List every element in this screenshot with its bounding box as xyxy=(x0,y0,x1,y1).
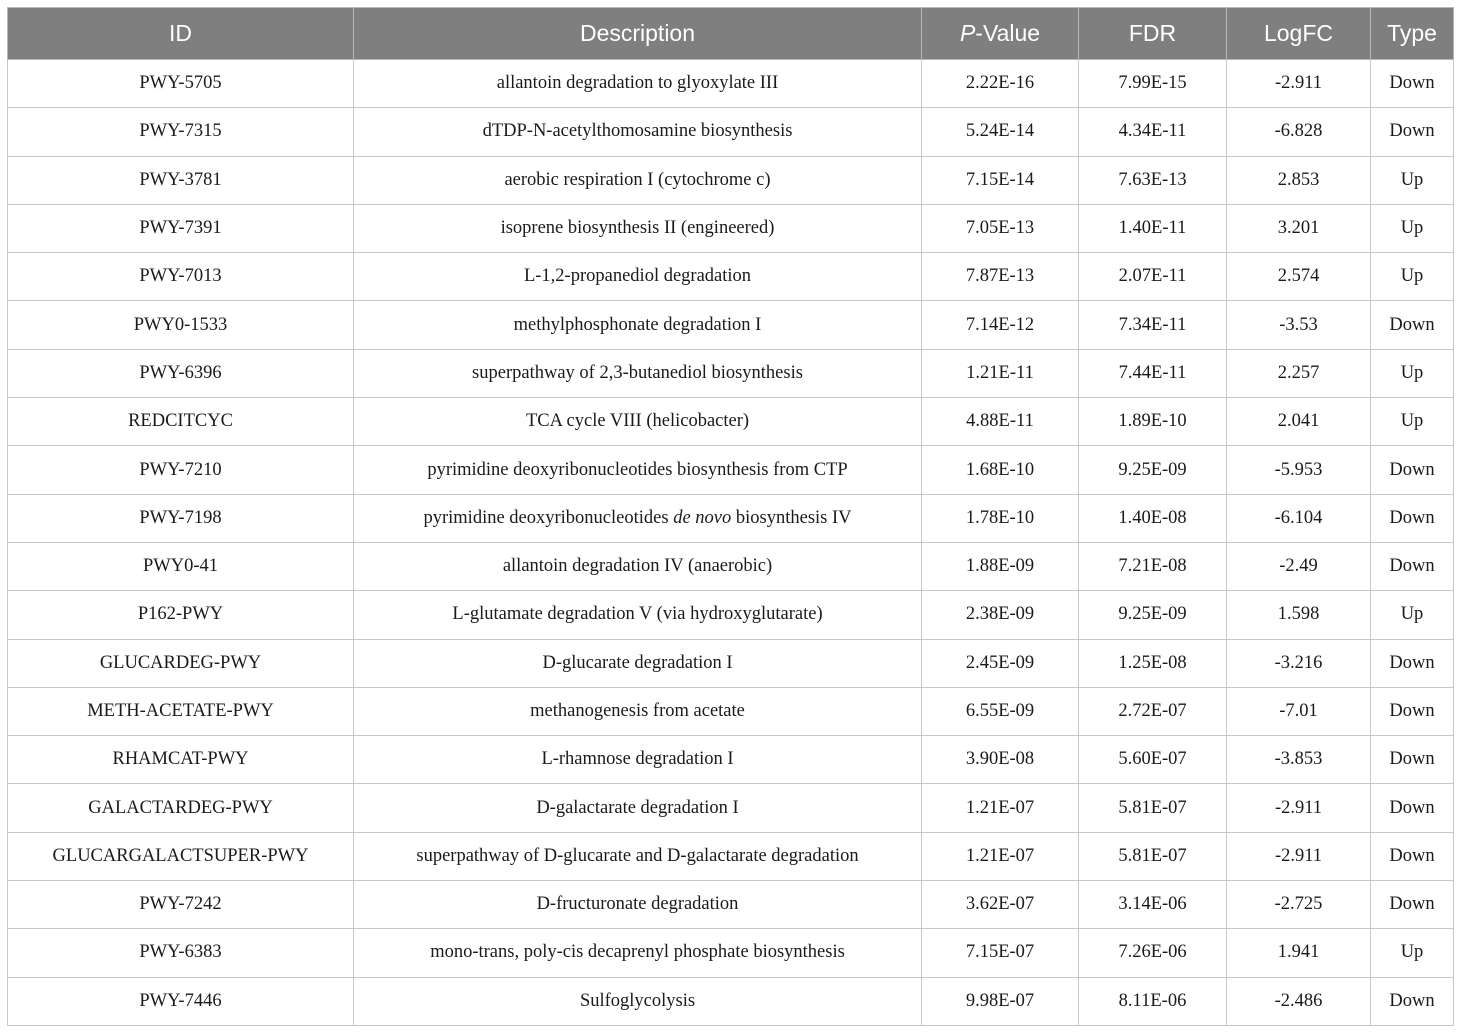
cell-id: PWY-3781 xyxy=(8,156,354,204)
cell-p-value: 7.87E-13 xyxy=(922,253,1079,301)
table-row xyxy=(8,60,1454,108)
cell-type: Up xyxy=(1371,156,1454,204)
description-text: biosynthesis IV xyxy=(731,507,852,528)
cell-id: GALACTARDEG-PWY xyxy=(8,784,354,832)
cell-type: Up xyxy=(1371,591,1454,639)
header-p-rest: -Value xyxy=(975,20,1041,46)
cell-logfc: -3.853 xyxy=(1227,736,1371,784)
table-row xyxy=(8,832,1454,880)
cell-type: Down xyxy=(1371,881,1454,929)
cell-id: PWY-6383 xyxy=(8,929,354,977)
cell-logfc: -6.828 xyxy=(1227,108,1371,156)
cell-id: PWY-5705 xyxy=(8,60,354,108)
header-fdr: FDR xyxy=(1079,8,1227,60)
table-row xyxy=(8,253,1454,301)
table-row xyxy=(8,784,1454,832)
table-row xyxy=(8,108,1454,156)
cell-fdr: 1.40E-11 xyxy=(1079,204,1227,252)
table-row xyxy=(8,156,1454,204)
cell-p-value: 7.05E-13 xyxy=(922,204,1079,252)
table-row xyxy=(8,542,1454,590)
pathway-table xyxy=(7,7,1454,1026)
cell-id: PWY-7013 xyxy=(8,253,354,301)
cell-fdr: 1.40E-08 xyxy=(1079,494,1227,542)
cell-fdr: 7.21E-08 xyxy=(1079,542,1227,590)
cell-type: Up xyxy=(1371,253,1454,301)
cell-description: D-galactarate degradation I xyxy=(354,784,922,832)
cell-logfc: 2.257 xyxy=(1227,349,1371,397)
cell-logfc: -2.911 xyxy=(1227,832,1371,880)
cell-logfc: 2.574 xyxy=(1227,253,1371,301)
cell-p-value: 6.55E-09 xyxy=(922,687,1079,735)
cell-logfc: 1.941 xyxy=(1227,929,1371,977)
cell-description: mono-trans, poly-cis decaprenyl phosphate biosynthesis xyxy=(354,929,922,977)
table-row xyxy=(8,398,1454,446)
table-row xyxy=(8,639,1454,687)
cell-logfc: -3.216 xyxy=(1227,639,1371,687)
cell-id: PWY0-41 xyxy=(8,542,354,590)
table-row xyxy=(8,204,1454,252)
cell-id: METH-ACETATE-PWY xyxy=(8,687,354,735)
cell-fdr: 4.34E-11 xyxy=(1079,108,1227,156)
cell-p-value: 5.24E-14 xyxy=(922,108,1079,156)
header-row xyxy=(8,8,1454,60)
cell-type: Down xyxy=(1371,687,1454,735)
cell-fdr: 7.34E-11 xyxy=(1079,301,1227,349)
cell-fdr: 7.26E-06 xyxy=(1079,929,1227,977)
cell-p-value: 2.22E-16 xyxy=(922,60,1079,108)
cell-id: PWY-7198 xyxy=(8,494,354,542)
cell-type: Down xyxy=(1371,832,1454,880)
cell-description: D-fructuronate degradation xyxy=(354,881,922,929)
cell-p-value: 2.45E-09 xyxy=(922,639,1079,687)
cell-id: P162-PWY xyxy=(8,591,354,639)
cell-p-value: 3.90E-08 xyxy=(922,736,1079,784)
cell-p-value: 7.15E-14 xyxy=(922,156,1079,204)
cell-id: PWY0-1533 xyxy=(8,301,354,349)
table-row xyxy=(8,881,1454,929)
cell-description: aerobic respiration I (cytochrome c) xyxy=(354,156,922,204)
cell-description: superpathway of D-glucarate and D-galactarate degradation xyxy=(354,832,922,880)
cell-p-value: 7.15E-07 xyxy=(922,929,1079,977)
cell-description: allantoin degradation to glyoxylate III xyxy=(354,60,922,108)
cell-type: Up xyxy=(1371,204,1454,252)
cell-fdr: 1.89E-10 xyxy=(1079,398,1227,446)
cell-description: isoprene biosynthesis II (engineered) xyxy=(354,204,922,252)
cell-logfc: -7.01 xyxy=(1227,687,1371,735)
table-row xyxy=(8,349,1454,397)
cell-logfc: 1.598 xyxy=(1227,591,1371,639)
cell-p-value: 9.98E-07 xyxy=(922,977,1079,1025)
cell-id: PWY-7242 xyxy=(8,881,354,929)
cell-p-value: 1.78E-10 xyxy=(922,494,1079,542)
cell-p-value: 1.88E-09 xyxy=(922,542,1079,590)
cell-type: Down xyxy=(1371,784,1454,832)
table-row xyxy=(8,977,1454,1025)
cell-description: dTDP-N-acetylthomosamine biosynthesis xyxy=(354,108,922,156)
table-header xyxy=(8,8,1454,60)
cell-type: Down xyxy=(1371,542,1454,590)
cell-fdr: 9.25E-09 xyxy=(1079,591,1227,639)
description-italic-text: de novo xyxy=(673,507,732,528)
cell-description: superpathway of 2,3-butanediol biosynthesis xyxy=(354,349,922,397)
cell-p-value: 1.21E-07 xyxy=(922,832,1079,880)
cell-logfc: -3.53 xyxy=(1227,301,1371,349)
header-p-value xyxy=(922,8,1079,60)
cell-description: Sulfoglycolysis xyxy=(354,977,922,1025)
cell-id: GLUCARDEG-PWY xyxy=(8,639,354,687)
cell-description: allantoin degradation IV (anaerobic) xyxy=(354,542,922,590)
cell-logfc: -2.486 xyxy=(1227,977,1371,1025)
cell-type: Down xyxy=(1371,60,1454,108)
cell-p-value: 1.21E-07 xyxy=(922,784,1079,832)
cell-id: PWY-7210 xyxy=(8,446,354,494)
cell-p-value: 7.14E-12 xyxy=(922,301,1079,349)
cell-fdr: 9.25E-09 xyxy=(1079,446,1227,494)
cell-description: L-1,2-propanediol degradation xyxy=(354,253,922,301)
table-body xyxy=(8,60,1454,1026)
cell-id: PWY-7446 xyxy=(8,977,354,1025)
table-row xyxy=(8,591,1454,639)
table-row xyxy=(8,736,1454,784)
cell-fdr: 5.81E-07 xyxy=(1079,832,1227,880)
cell-p-value: 4.88E-11 xyxy=(922,398,1079,446)
cell-logfc: 2.853 xyxy=(1227,156,1371,204)
cell-id: GLUCARGALACTSUPER-PWY xyxy=(8,832,354,880)
cell-type: Up xyxy=(1371,398,1454,446)
cell-logfc: -2.725 xyxy=(1227,881,1371,929)
header-logfc: LogFC xyxy=(1227,8,1371,60)
cell-id: RHAMCAT-PWY xyxy=(8,736,354,784)
cell-fdr: 1.25E-08 xyxy=(1079,639,1227,687)
cell-type: Down xyxy=(1371,301,1454,349)
cell-fdr: 7.44E-11 xyxy=(1079,349,1227,397)
cell-type: Down xyxy=(1371,446,1454,494)
table-row xyxy=(8,929,1454,977)
table-row xyxy=(8,687,1454,735)
cell-type: Up xyxy=(1371,349,1454,397)
cell-type: Down xyxy=(1371,108,1454,156)
cell-type: Down xyxy=(1371,494,1454,542)
cell-fdr: 3.14E-06 xyxy=(1079,881,1227,929)
cell-fdr: 2.72E-07 xyxy=(1079,687,1227,735)
cell-fdr: 7.63E-13 xyxy=(1079,156,1227,204)
cell-type: Down xyxy=(1371,977,1454,1025)
cell-description: TCA cycle VIII (helicobacter) xyxy=(354,398,922,446)
cell-fdr: 7.99E-15 xyxy=(1079,60,1227,108)
cell-logfc: -2.911 xyxy=(1227,784,1371,832)
cell-type: Down xyxy=(1371,736,1454,784)
table-row xyxy=(8,446,1454,494)
cell-description: methylphosphonate degradation I xyxy=(354,301,922,349)
cell-p-value: 2.38E-09 xyxy=(922,591,1079,639)
cell-description: methanogenesis from acetate xyxy=(354,687,922,735)
cell-logfc: -6.104 xyxy=(1227,494,1371,542)
cell-fdr: 5.60E-07 xyxy=(1079,736,1227,784)
table-row xyxy=(8,301,1454,349)
cell-description xyxy=(354,494,922,542)
cell-fdr: 2.07E-11 xyxy=(1079,253,1227,301)
cell-description: pyrimidine deoxyribonucleotides biosynthesis from CTP xyxy=(354,446,922,494)
description-text: pyrimidine deoxyribonucleotides xyxy=(423,507,674,528)
cell-logfc: 2.041 xyxy=(1227,398,1371,446)
cell-p-value: 1.68E-10 xyxy=(922,446,1079,494)
cell-logfc: -5.953 xyxy=(1227,446,1371,494)
cell-id: PWY-7391 xyxy=(8,204,354,252)
cell-id: REDCITCYC xyxy=(8,398,354,446)
cell-type: Down xyxy=(1371,639,1454,687)
cell-p-value: 1.21E-11 xyxy=(922,349,1079,397)
cell-p-value: 3.62E-07 xyxy=(922,881,1079,929)
header-type: Type xyxy=(1371,8,1454,60)
cell-logfc: -2.49 xyxy=(1227,542,1371,590)
cell-fdr: 8.11E-06 xyxy=(1079,977,1227,1025)
cell-description: L-rhamnose degradation I xyxy=(354,736,922,784)
cell-type: Up xyxy=(1371,929,1454,977)
header-p-italic: P xyxy=(959,20,976,46)
cell-id: PWY-6396 xyxy=(8,349,354,397)
cell-description: D-glucarate degradation I xyxy=(354,639,922,687)
cell-fdr: 5.81E-07 xyxy=(1079,784,1227,832)
cell-description: L-glutamate degradation V (via hydroxyglutarate) xyxy=(354,591,922,639)
cell-logfc: 3.201 xyxy=(1227,204,1371,252)
table-row xyxy=(8,494,1454,542)
cell-id: PWY-7315 xyxy=(8,108,354,156)
header-description: Description xyxy=(354,8,922,60)
header-id: ID xyxy=(8,8,354,60)
cell-logfc: -2.911 xyxy=(1227,60,1371,108)
